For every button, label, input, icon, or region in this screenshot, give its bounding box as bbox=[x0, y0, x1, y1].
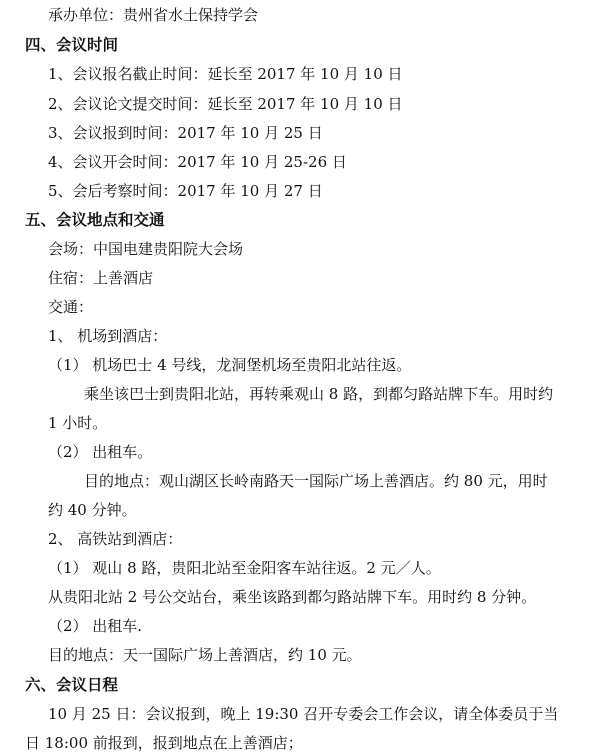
agenda-line-2: 日 18:00 前报到，报到地点在上善酒店； bbox=[25, 734, 303, 752]
airport-bus-detail-1: 乘坐该巴士到贵阳北站，再转乘观山 8 路，到都匀路站牌下车。用时约 bbox=[84, 385, 554, 403]
section-5-heading: 五、会议地点和交通 bbox=[25, 211, 165, 229]
airport-route-title: 1、 机场到酒店： bbox=[48, 327, 168, 345]
organizer-line: 承办单位：贵州省水土保持学会 bbox=[48, 6, 259, 24]
airport-bus-detail-2: 1 小时。 bbox=[48, 414, 108, 432]
airport-bus-line: （1） 机场巴士 4 号线，龙洞堡机场至贵阳北站往返。 bbox=[48, 356, 412, 374]
schedule-item-2: 2、会议论文提交时间：延长至 2017 年 10 月 10 日 bbox=[48, 95, 403, 113]
airport-taxi-detail-2: 约 40 分钟。 bbox=[48, 501, 137, 519]
section-4-heading: 四、会议时间 bbox=[25, 36, 119, 54]
section-6-heading: 六、会议日程 bbox=[25, 676, 119, 694]
schedule-item-4: 4、会议开会时间：2017 年 10 月 25-26 日 bbox=[48, 153, 347, 171]
airport-taxi-line: （2） 出租车。 bbox=[48, 443, 153, 461]
schedule-item-1: 1、会议报名截止时间：延长至 2017 年 10 月 10 日 bbox=[48, 65, 403, 83]
transport-line: 交通： bbox=[48, 298, 94, 316]
airport-taxi-detail-1: 目的地点：观山湖区长岭南路天一国际广场上善酒店。约 80 元，用时 bbox=[84, 472, 548, 490]
rail-bus-detail: 从贵阳北站 2 号公交站台，乘坐该路到都匀路站牌下车。用时约 8 分钟。 bbox=[48, 588, 537, 606]
rail-taxi-detail: 目的地点：天一国际广场上善酒店，约 10 元。 bbox=[48, 646, 362, 664]
lodging-line: 住宿：上善酒店 bbox=[48, 269, 154, 287]
agenda-line-1: 10 月 25 日：会议报到，晚上 19:30 召开专委会工作会议，请全体委员于当 bbox=[48, 705, 559, 723]
rail-route-title: 2、 高铁站到酒店： bbox=[48, 530, 183, 548]
schedule-item-5: 5、会后考察时间：2017 年 10 月 27 日 bbox=[48, 182, 323, 200]
venue-line: 会场：中国电建贵阳院大会场 bbox=[48, 240, 244, 258]
schedule-item-3: 3、会议报到时间：2017 年 10 月 25 日 bbox=[48, 124, 323, 142]
rail-bus-line: （1） 观山 8 路，贵阳北站至金阳客车站往返。2 元／人。 bbox=[48, 559, 441, 577]
rail-taxi-line: （2） 出租车. bbox=[48, 617, 143, 635]
